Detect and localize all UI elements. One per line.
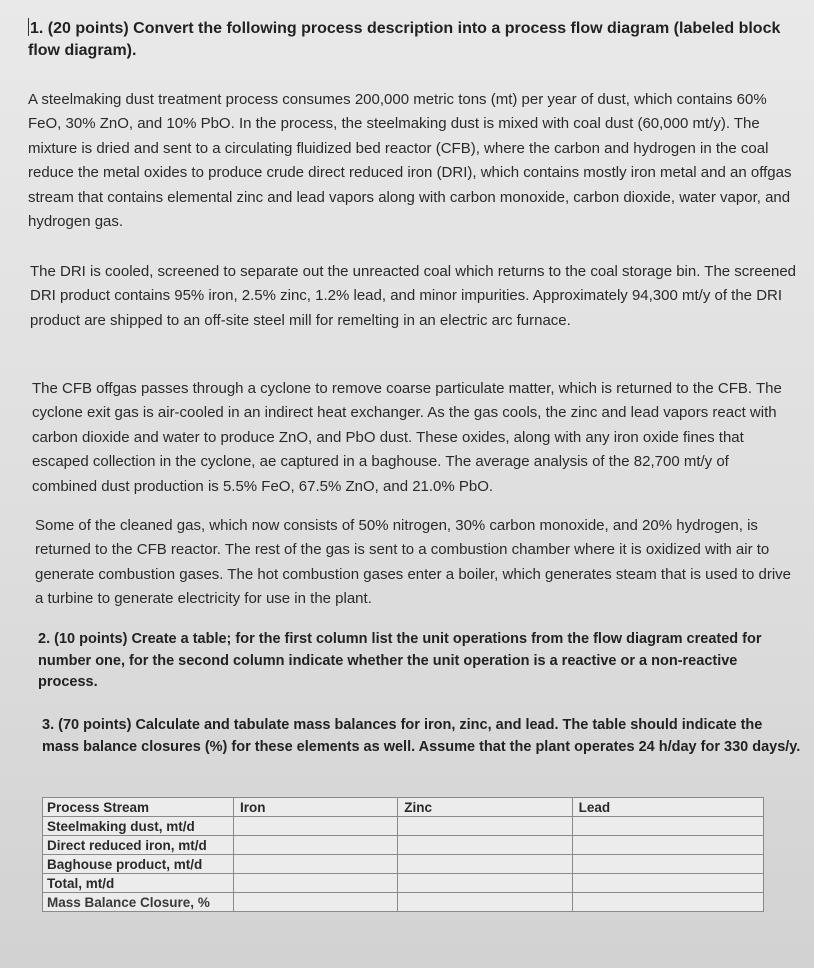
cell-lead — [572, 893, 763, 912]
paragraph-dust-treatment: A steelmaking dust treatment process consumes 200,000 metric tons (mt) per year of dust, which contains 60% FeO, 30% ZnO, and 10% PbO. In the process, the steelmaking dust is mixed with coal dust (60,000 mt/y). The mixture is dried and sent to a circulating fluidized bed reactor (CFB), where the carbon and hydrogen in the coal reduce the metal oxides to produce crude direct reduced iron (DRI), which contains mostly iron metal and an offgas stream that contains elemental zinc and lead vapors along with carbon monoxide, carbon dioxide, water vapor, and hydrogen gas. — [28, 91, 792, 231]
question-3-heading: 3. (70 points) Calculate and tabulate mass balances for iron, zinc, and lead. The table should indicate the mass balance closures (%) for these elements as well. Assume that the plant operates 24 h/day for 330 days/y. — [42, 717, 801, 755]
mass-balance-table — [42, 797, 764, 912]
table-row — [43, 855, 764, 874]
row-label-direct-reduced-iron: Direct reduced iron, mt/d — [43, 836, 234, 855]
question-1-number: 1. — [30, 20, 44, 37]
cell-iron — [234, 817, 398, 836]
cell-zinc — [398, 855, 572, 874]
cell-zinc — [398, 874, 572, 893]
cell-iron — [234, 836, 398, 855]
row-label-total: Total, mt/d — [43, 874, 234, 893]
table-row — [43, 874, 764, 893]
question-2-heading: 2. (10 points) Create a table; for the first column list the unit operations from the flow diagram created for number one, for the second column indicate whether the unit operation is a reactive or a non-reactive process. — [38, 631, 762, 690]
table-row — [43, 893, 764, 912]
cell-lead — [572, 874, 763, 893]
question-1-text: (20 points) Convert the following process description into a process flow diagram (labeled block flow diagram). — [28, 20, 781, 59]
text-cursor — [28, 18, 29, 36]
column-header-iron: Iron — [234, 798, 398, 817]
row-label-steelmaking-dust: Steelmaking dust, mt/d — [43, 817, 234, 836]
table-row — [43, 836, 764, 855]
table-header-row — [43, 798, 764, 817]
cell-lead — [572, 836, 763, 855]
question-1-heading — [28, 18, 788, 62]
column-header-lead: Lead — [572, 798, 763, 817]
cell-iron — [234, 874, 398, 893]
paragraph-cfb-offgas: The CFB offgas passes through a cyclone to remove coarse particulate matter, which is returned to the CFB. The cyclone exit gas is air-cooled in an indirect heat exchanger. As the gas cools, the zinc and lead vapors react with carbon dioxide and water to produce ZnO, and PbO dust. These oxides, along with any iron oxide fines that escaped collection in the cyclone, ae captured in a baghouse. The average analysis of the 82,700 mt/y of combined dust production is 5.5% FeO, 67.5% ZnO, and 21.0% PbO. — [32, 380, 782, 495]
cell-iron — [234, 855, 398, 874]
row-label-baghouse-product: Baghouse product, mt/d — [43, 855, 234, 874]
column-header-process-stream: Process Stream — [43, 798, 234, 817]
row-label-mass-balance-closure: Mass Balance Closure, % — [43, 893, 234, 912]
cell-zinc — [398, 836, 572, 855]
table-row — [43, 817, 764, 836]
cell-zinc — [398, 893, 572, 912]
cell-lead — [572, 855, 763, 874]
cell-iron — [234, 893, 398, 912]
paragraph-dri-cooling: The DRI is cooled, screened to separate out the unreacted coal which returns to the coal storage bin. The screened DRI product contains 95% iron, 2.5% zinc, 1.2% lead, and minor impurities. Approximately 94,300 mt/y of the DRI product are shipped to an off-site steel mill for remelting in an electric arc furnace. — [30, 263, 797, 329]
cell-zinc — [398, 817, 572, 836]
paragraph-cleaned-gas: Some of the cleaned gas, which now consists of 50% nitrogen, 30% carbon monoxide, and 20% hydrogen, is returned to the CFB reactor. The rest of the gas is sent to a combustion chamber where it is oxidized with air to generate combustion gases. The hot combustion gases enter a boiler, which generates steam that is used to drive a turbine to generate electricity for use in the plant. — [35, 517, 791, 608]
cell-lead — [572, 817, 763, 836]
column-header-zinc: Zinc — [398, 798, 572, 817]
